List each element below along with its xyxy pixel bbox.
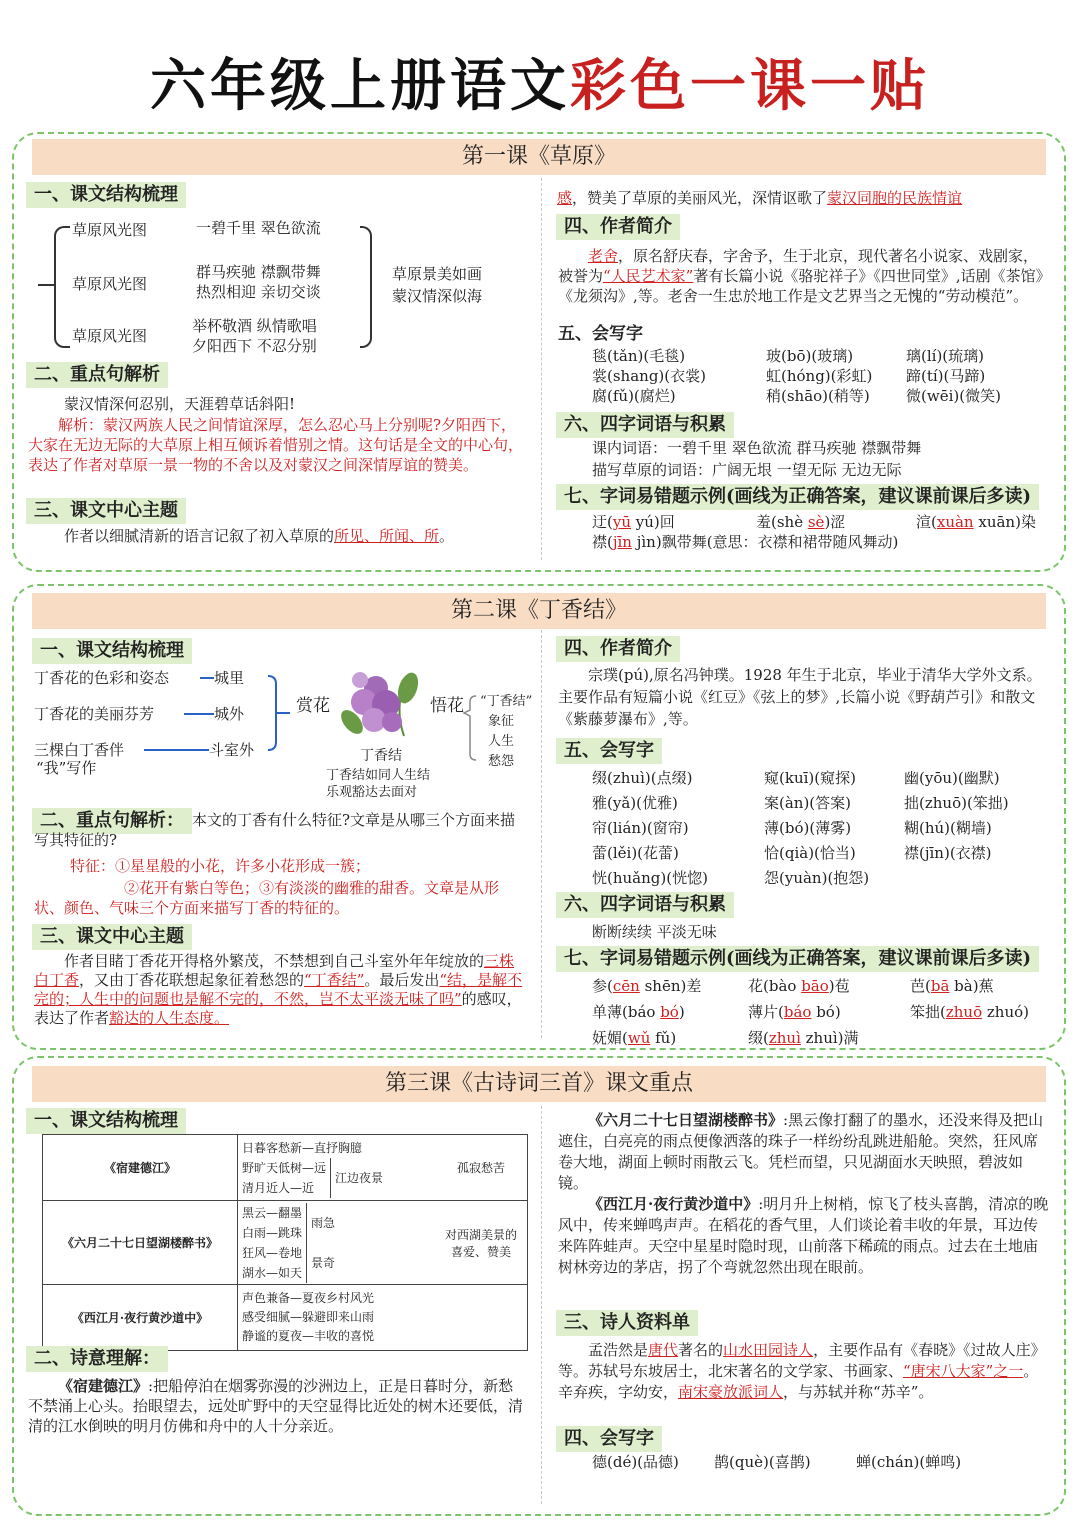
structure-label: 丁香花的美丽芬芳 [34, 705, 155, 723]
appreciate-label: 赏花 [296, 696, 330, 716]
word-list: 断断续续 平淡无味 [592, 923, 717, 941]
poem-meaning: 《宿建德江》:把船停泊在烟雾弥漫的沙洲边上，正是日暮时分，新愁不禁涌上心头。抬眼望去，远处旷野中的天空显得比近处的树木还要低，清清的江水倒映的明月仿佛和舟中的人十分亲近。 [28, 1377, 524, 1435]
lesson3-header: 第三课《古诗词三首》课文重点 [32, 1066, 1046, 1102]
error-item: 羞(shè sè)涩 [756, 513, 846, 531]
poem-lines: 日暮客愁新—直抒胸臆 野旷天低树—远 清月近人—近 江边夜景 [238, 1135, 436, 1201]
lesson3-panel [12, 1056, 1066, 1516]
enlighten-label: 悟花 [430, 696, 464, 716]
char-item: 裳(shang)(衣裳) [592, 367, 706, 385]
structure-place: 斗室外 [209, 741, 255, 759]
column-divider [541, 1106, 542, 1504]
char-item: 薄(bó)(薄雾) [764, 819, 852, 837]
error-item: 单薄(báo bó) [592, 1003, 685, 1021]
structure-conclusion: 草原景美如画 [392, 265, 483, 283]
author-intro: 宗璞(pú),原名冯钟璞。1928 年生于北京，毕业于清华大学外文系。主要作品有短篇小说《红豆》《弦上的梦》,长篇小说《野葫芦引》和散文《紫藤萝瀑布》,等。 [558, 666, 1042, 728]
structure-place: 城里 [214, 669, 245, 687]
section-heading: 四、会写字 [556, 1426, 662, 1452]
lilac-flower-image [334, 658, 424, 750]
brace-stem [38, 284, 54, 286]
theme-text: 作者以细腻清新的语言记叙了初入草原的所见、所闻、所。 [64, 527, 455, 545]
section-heading: 三、诗人资料单 [556, 1310, 698, 1336]
author-intro: 老舍，原名舒庆春，字舍予，生于北京，现代著名小说家、戏剧家，被誉为“人民艺术家”著有长篇小说《骆驼祥子》《四世同堂》,话剧《茶馆》《龙须沟》,等。老舍一生忠於地工作是文艺界当之无愧的“劳动模范”。 [558, 247, 1044, 305]
right-brace [360, 226, 372, 348]
char-item: 微(wēi)(微笑) [906, 387, 1001, 405]
char-item: 虹(hóng)(彩虹) [766, 367, 873, 385]
structure-desc: 群马疾驰 襟飘带舞 [196, 263, 321, 281]
symbol-text: “丁香结” [480, 694, 533, 709]
question-text: 本文的丁香有什么特征?文章是从哪三个方面来描写其特征的? [34, 811, 516, 849]
sentence-analysis: 解析：蒙汉两族人民之间情谊深厚，怎么忍心马上分别呢?夕阳西下，大家在无边无际的大草原上相互倾诉着惜别之情。这句话是全文的中心句，表达了作者对草原一景一物的不舍以及对蒙汉之间深情厚谊的赞美。 [28, 416, 524, 474]
section-heading: 六、四字词语与积累 [556, 892, 734, 918]
error-item: 芭(bā bà)蕉 [910, 977, 994, 995]
error-item: 花(bào bāo)苞 [748, 977, 850, 995]
flower-name: 丁香结 [360, 748, 402, 764]
poet-bio: 孟浩然是唐代著名的山水田园诗人，主要作品有《春晓》《过故人庄》等。苏轼号东坡居士，北宋著名的文学家、书画家、“唐宋八大家”之一。辛弃疾，字幼安，南宋豪放派词人，与苏轼并称“苏辛”。 [558, 1341, 1046, 1401]
structure-desc: 一碧千里 翠色欲流 [196, 219, 321, 237]
poem-structure-table [42, 1134, 528, 1351]
structure-label: “我”写作 [36, 759, 97, 777]
section-heading: 三、课文中心主题 [32, 924, 192, 950]
section-heading: 七、字词易错题示例(画线为正确答案，建议课前课后多读) [556, 484, 1039, 510]
char-item: 蹄(tí)(马蹄) [906, 367, 986, 385]
poem-title: 《宿建德江》 [43, 1135, 238, 1201]
structure-label: 三棵白丁香伴 [34, 741, 125, 759]
poem-meaning: 《六月二十七日望湖楼醉书》:黑云像打翻了的墨水，还没来得及把山遮住，白亮亮的雨点便像洒落的珠子一样纷纷乱跳进船舱。突然，狂风席卷大地，湖面上顿时雨散云飞。凭栏而望，只见湖面水天映照，碧波如镜。 《西江月·夜行黄沙道中》:明月升上树梢，惊飞了枝头喜鹊，清凉的晚风中，传来蝉鸣声声。在稻花的香气里，人们谈论着丰收的年景，耳边传来阵阵蛙声。天空中星星时隐时现，山前落下稀疏的雨点。过去在土地庙树林旁边的茅店，拐了个弯就忽然出现在眼前。 [558, 1111, 1049, 1276]
section-heading: 二、诗意理解： [26, 1346, 168, 1372]
column-divider [541, 178, 542, 560]
structure-conclusion: 蒙汉情深似海 [392, 287, 483, 305]
feature-text: ②花开有紫白等色；③有淡淡的幽雅的甜香。文章是从形状、颜色、气味三个方面来描写丁香的特征的。 [34, 879, 500, 917]
section-heading: 一、课文结构梳理 [32, 638, 192, 664]
feature-text: 特征：①星星般的小花，许多小花形成一簇； [70, 857, 371, 875]
structure-desc: 举杯敬酒 纵情歌唱 [192, 317, 317, 335]
structure-label: 草原风光图 [72, 275, 148, 293]
char-item: 腐(fǔ)(腐烂) [592, 387, 676, 405]
structure-desc: 热烈相迎 亲切交谈 [196, 283, 321, 301]
section-heading: 一、课文结构梳理 [26, 182, 186, 208]
char-item: 蕾(lěi)(花蕾) [592, 844, 679, 862]
char-item: 毯(tǎn)(毛毯) [592, 347, 686, 365]
error-item: 妩媚(wǔ fǔ) [592, 1029, 677, 1047]
symbol-text: 人生 [488, 734, 515, 749]
section-heading: 四、作者简介 [556, 214, 680, 240]
char-item: 恰(qià)(恰当) [764, 844, 856, 862]
char-item: 鹊(què)(喜鹊) [714, 1453, 811, 1471]
char-item: 蝉(chán)(蝉鸣) [856, 1453, 962, 1471]
char-item: 德(dé)(品德) [592, 1453, 679, 1471]
char-item: 襟(jīn)(衣襟) [904, 844, 992, 862]
char-item: 恍(huǎng)(恍惚) [592, 869, 708, 887]
page-title: 六年级上册语文彩色一课一贴 [150, 54, 930, 119]
section-heading: 四、作者简介 [556, 636, 680, 662]
poem-emotion: 对西湖美景的喜爱、赞美 [435, 1201, 528, 1285]
char-item: 帘(lián)(窗帘) [592, 819, 689, 837]
char-item: 拙(zhuō)(笨拙) [904, 794, 1009, 812]
flower-caption: 乐观豁达去面对 [326, 785, 418, 800]
poem-title: 《西江月·夜行黄沙道中》 [43, 1285, 238, 1351]
structure-label: 草原风光图 [72, 221, 148, 239]
lesson2-panel [12, 584, 1066, 1050]
symbol-text: 愁怨 [488, 754, 515, 769]
char-item: 玻(bō)(玻璃) [766, 347, 854, 365]
char-item: 案(àn)(答案) [764, 794, 852, 812]
connector-lines [14, 586, 544, 786]
error-item: 薄片(báo bó) [748, 1003, 841, 1021]
key-sentence: 蒙汉情深何忍别，天涯碧草话斜阳! [64, 395, 296, 413]
char-item: 缀(zhuì)(点缀) [592, 769, 693, 787]
structure-label: 丁香花的色彩和姿态 [34, 669, 170, 687]
word-list: 课内词语：一碧千里 翠色欲流 群马疾驰 襟飘带舞 [592, 439, 922, 457]
structure-desc: 夕阳西下 不忍分别 [192, 337, 317, 355]
section-heading: 二、重点句解析 [26, 362, 168, 388]
error-item: 参(cēn shēn)差 [592, 977, 702, 995]
section-heading: 七、字词易错题示例(画线为正确答案，建议课前课后多读) [556, 946, 1039, 972]
char-item: 璃(lí)(琉璃) [906, 347, 985, 365]
poem-title: 《六月二十七日望湖楼醉书》 [43, 1201, 238, 1285]
char-item: 怨(yuàn)(抱怨) [764, 869, 870, 887]
char-item: 窥(kuī)(窥探) [764, 769, 856, 787]
error-item: 缀(zhuì zhuì)满 [748, 1029, 859, 1047]
error-item: 迂(yū yú)回 [592, 513, 675, 531]
error-item: 襟(jīn jìn)飘带舞(意思：衣襟和裙带随风舞动) [592, 533, 899, 551]
section-heading: 五、会写字 [556, 738, 662, 764]
char-item: 糊(hú)(糊墙) [904, 819, 992, 837]
flower-caption: 丁香结如同人生结 [326, 768, 431, 783]
left-brace [54, 226, 70, 348]
error-item: 笨拙(zhuō zhuó) [910, 1003, 1029, 1021]
section-heading: 六、四字词语与积累 [556, 412, 734, 438]
poem-emotion: 孤寂愁苦 [435, 1135, 528, 1201]
char-item: 稍(shāo)(稍等) [766, 387, 870, 405]
char-item: 雅(yǎ)(优雅) [592, 794, 678, 812]
poem-lines: 黑云—翻墨 白雨—跳珠 雨急 狂风—卷地 湖水—如天 景奇 [238, 1201, 436, 1285]
theme-continued: 感，赞美了草原的美丽风光，深情讴歌了蒙汉同胞的民族情谊 [557, 189, 963, 207]
section-heading: 三、课文中心主题 [26, 498, 186, 524]
section-heading: 五、会写字 [558, 324, 643, 344]
symbol-text: 象征 [488, 714, 515, 729]
section-heading: 二、重点句解析： [32, 808, 192, 834]
structure-label: 草原风光图 [72, 327, 148, 345]
section-heading: 一、课文结构梳理 [26, 1108, 186, 1134]
poem-lines: 声色兼备—夏夜乡村风光 感受细腻—躲避即来山雨 静谧的夏夜—丰收的喜悦 [238, 1285, 528, 1351]
word-list: 描写草原的词语：广阔无垠 一望无际 无边无际 [592, 461, 902, 479]
lesson1-header: 第一课《草原》 [32, 139, 1046, 175]
lesson2-header: 第二课《丁香结》 [32, 593, 1046, 629]
lesson1-panel [12, 132, 1066, 572]
char-item: 幽(yōu)(幽默) [904, 769, 1000, 787]
theme-text: 作者目睹丁香花开得格外繁茂，不禁想到自己斗室外年年绽放的三株白丁香，又由丁香花联想起象征着愁怨的“丁香结”。最后发出“结，是解不完的；人生中的问题也是解不完的，不然，岂不太平淡无味了吗”的感叹，表达了作者豁达的人生态度。 [34, 952, 523, 1027]
structure-place: 城外 [214, 705, 245, 723]
error-item: 渲(xuàn xuān)染 [916, 513, 1036, 531]
